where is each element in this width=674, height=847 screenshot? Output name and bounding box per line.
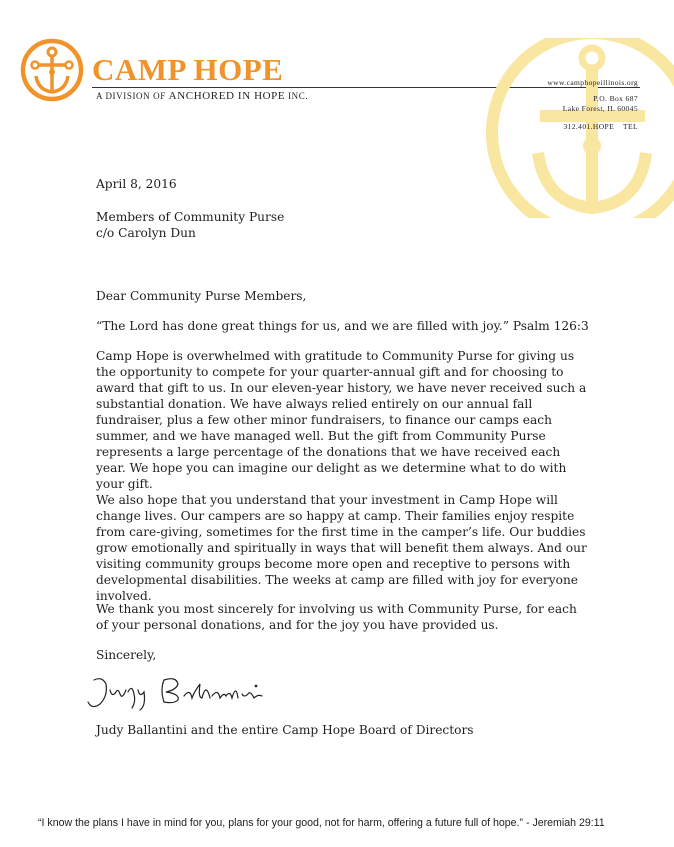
paragraph-2: We also hope that you understand that your investment in Camp Hope will change lives. Our campers are so happy at camp. Their families enjoy respite from care-giving, sometimes for the first time in the camper’s life. Our buddies grow emotionally and spiritually in ways that will benefit them always. And our visiting community groups become more open and receptive to persons with developmental disabilities. The weeks at camp are filled with joy for everyone involved. <box>96 493 587 603</box>
recipient-block <box>96 209 284 241</box>
division-line <box>96 90 308 102</box>
po-box-text: P.O. Box 687 <box>593 94 638 103</box>
scripture-quote: “The Lord has done great things for us, and we are filled with joy.” Psalm 126:3 <box>96 319 589 333</box>
paragraph-3: We thank you most sincerely for involving us with Community Purse, for each of your personal donations, and for the joy you have provided us. <box>96 602 577 632</box>
recipient-line-2: c/o Carolyn Dun <box>96 226 196 240</box>
recipient-line-1: Members of Community Purse <box>96 210 285 224</box>
phone-text: 312.401.HOPE TEL <box>563 122 638 131</box>
city-text: Lake Forest, IL 60045 <box>562 104 638 113</box>
handwritten-signature <box>80 670 280 712</box>
salutation: Dear Community Purse Members, <box>96 289 307 303</box>
division-name: ANCHORED IN HOPE <box>168 90 286 102</box>
paragraph-1: Camp Hope is overwhelmed with gratitude to Community Purse for giving us the opportunity to compete for your quarter-annual gift and for choosing to award that gift to us. In our eleven-year history, we have never received such a substantial donation. We have always relied entirely on our annual fall fundraiser, plus a few other minor fundraisers, to finance our camps each summer, and we have managed well. But the gift from Community Purse represents a large percentage of the donations that we have received each year. We hope you can imagine our delight as we determine what to do with your gift. <box>96 349 587 491</box>
closing: Sincerely, <box>96 648 157 662</box>
letter-date: April 8, 2016 <box>96 177 177 191</box>
brand-name: CAMP HOPE <box>92 52 284 87</box>
camp-hope-logo-icon <box>20 38 84 102</box>
contact-block <box>547 78 638 132</box>
footer-scripture-quote: “I know the plans I have in mind for you, plans for your good, not for harm, offering a future full of hope.” - Jeremiah 29:11 <box>38 817 605 829</box>
division-prefix: A DIVISION OF <box>96 91 166 101</box>
website-text: www.camphopeillinois.org <box>547 78 638 87</box>
signer-line: Judy Ballantini and the entire Camp Hope Board of Directors <box>96 723 474 737</box>
division-suffix: INC. <box>288 91 309 101</box>
